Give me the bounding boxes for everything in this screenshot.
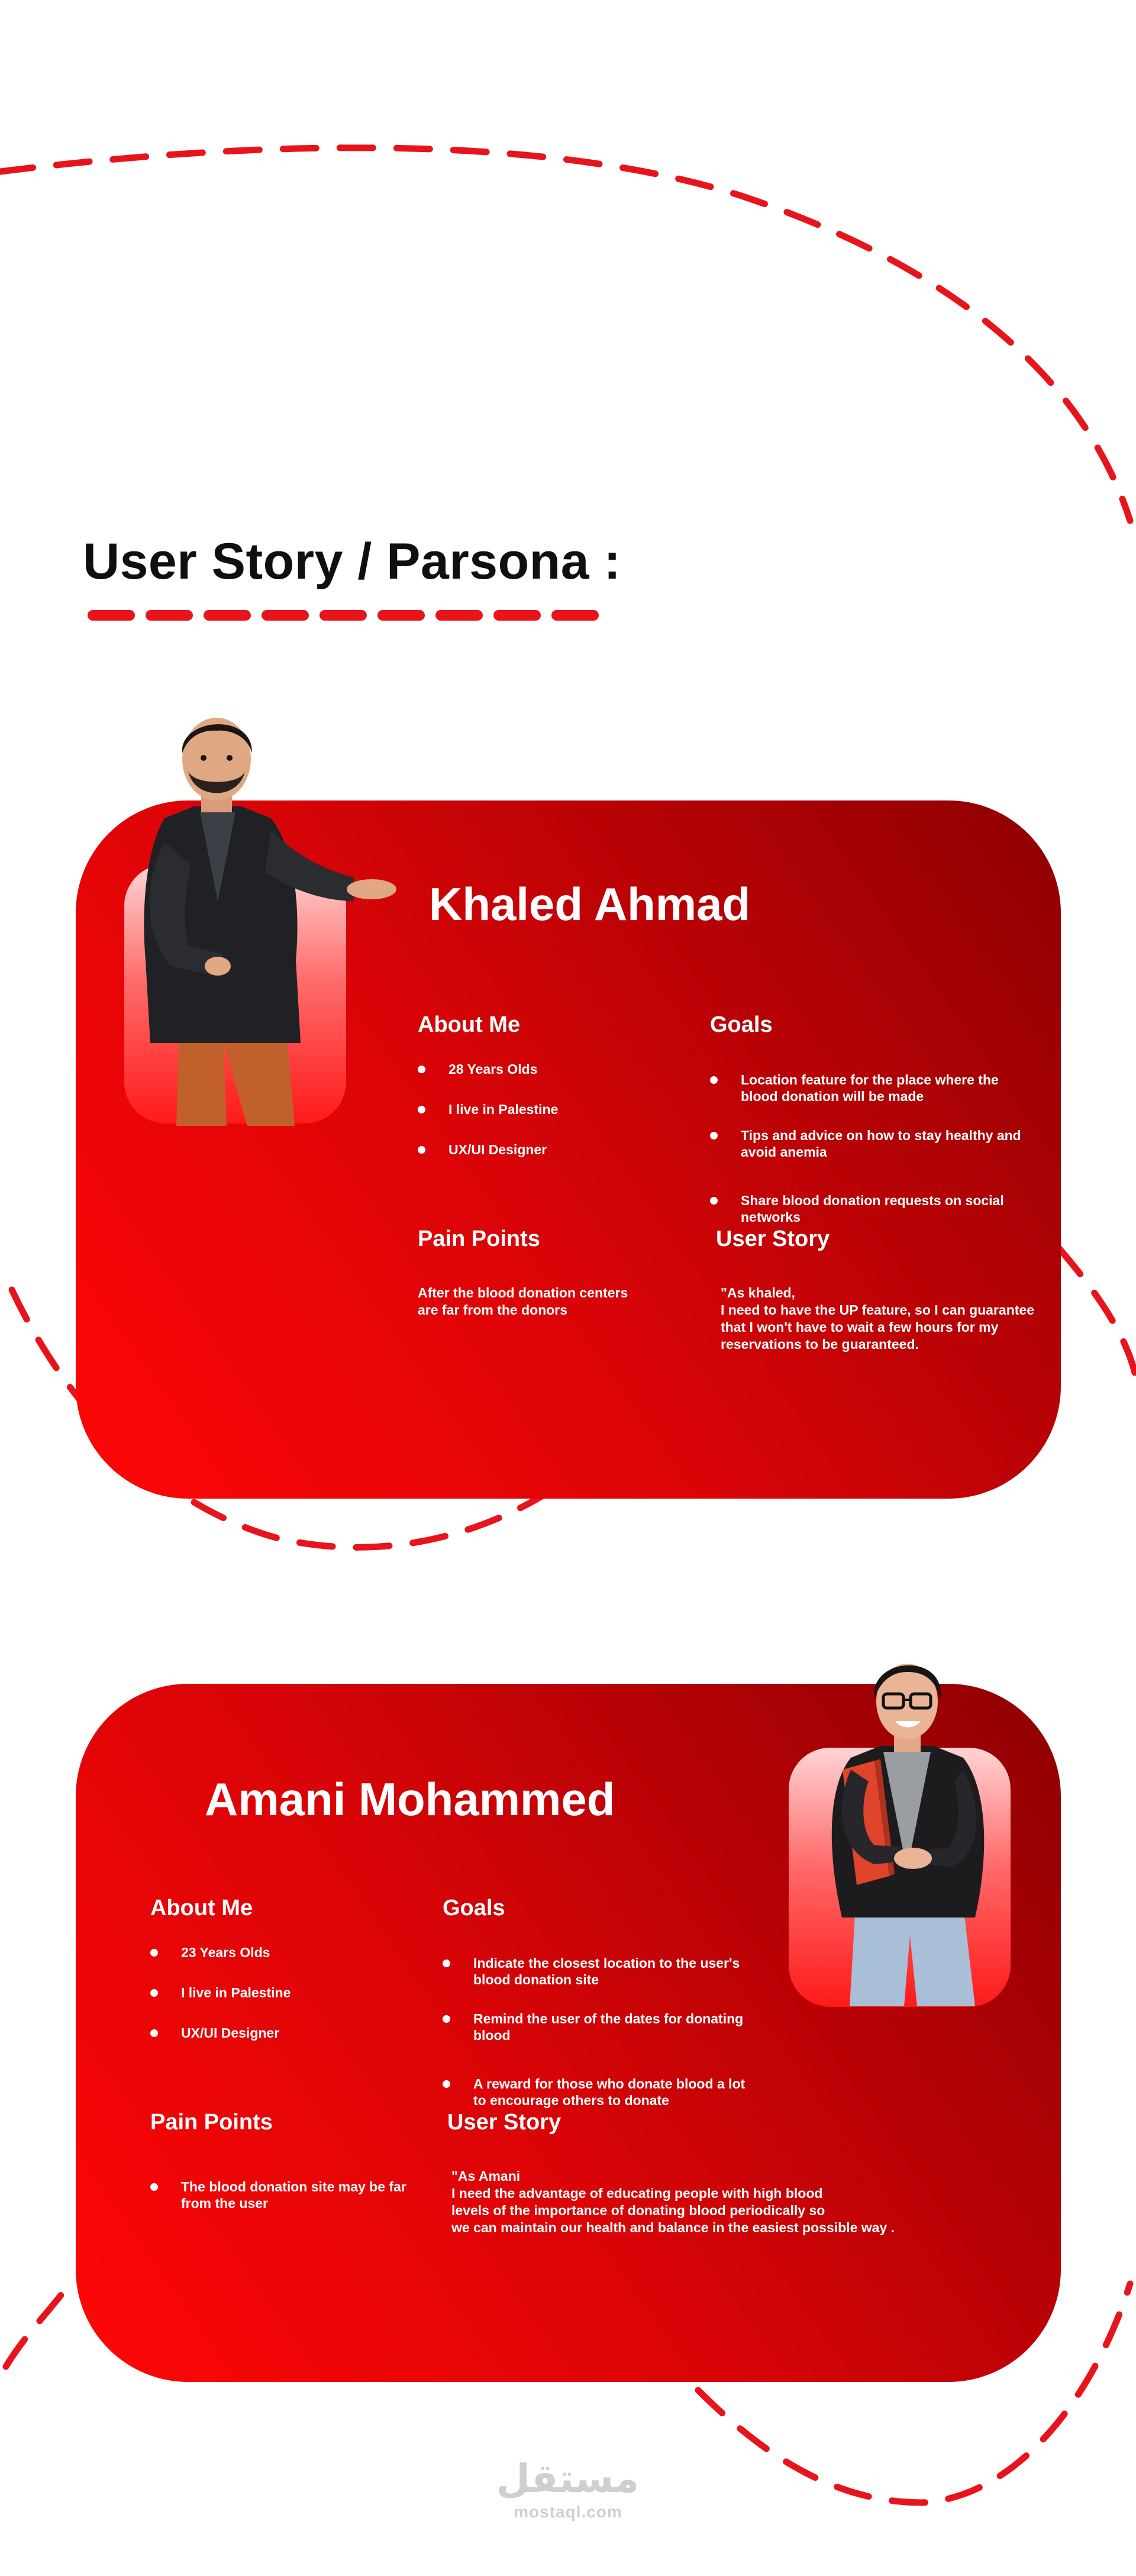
pain-points-list: [150, 2168, 406, 2222]
page-title: User Story / Parsona :: [83, 533, 621, 590]
goals-list: [710, 1061, 1021, 1236]
persona-card-khaled: [76, 800, 1061, 1499]
watermark: [497, 2455, 639, 2522]
goals-title: Goals: [443, 1896, 505, 1920]
goals-list: [443, 1944, 745, 2119]
title-underline: [86, 603, 606, 627]
user-story-text: "As Amani I need the advantage of educating people with high blood levels of the importance of donating blood periodically so we can maintain our health and balance in the easiest possible way .: [451, 2168, 895, 2235]
about-me-title: About Me: [418, 1012, 521, 1037]
watermark-latin: mostaql.com: [514, 2503, 622, 2521]
user-story-title: User Story: [716, 1226, 830, 1251]
list-item: Remind the user of the dates for donating blood: [443, 2010, 745, 2044]
list-item: 28 Years Olds: [418, 1061, 558, 1077]
list-item: The blood donation site may be far from the user: [150, 2178, 406, 2212]
list-item: A reward for those who donate blood a lot to encourage others to donate: [443, 2075, 745, 2109]
list-item: UX/UI Designer: [150, 2025, 291, 2041]
list-item: 23 Years Olds: [150, 1944, 291, 1961]
persona-name: Amani Mohammed: [205, 1773, 615, 1825]
goals-title: Goals: [710, 1012, 773, 1037]
list-item: Tips and advice on how to stay healthy and avoid anemia: [710, 1127, 1021, 1160]
list-item: I live in Palestine: [418, 1101, 558, 1118]
persona-card-amani: [76, 1684, 1061, 2382]
persona-photo-woman: [786, 1657, 1034, 2006]
user-story-text: "As khaled, I need to have the UP feature, so I can guarantee that I won't have to wait a few hours for my reservations to be guaranteed.: [721, 1285, 1035, 1352]
about-me-list: [150, 1944, 291, 2041]
list-item: I live in Palestine: [150, 1984, 291, 2001]
about-me-list: [418, 1061, 558, 1158]
pain-points-text: After the blood donation centers are far from the donors: [418, 1285, 628, 1318]
pain-points-title: Pain Points: [418, 1226, 540, 1251]
list-item: UX/UI Designer: [418, 1141, 558, 1158]
list-item: Share blood donation requests on social networks: [710, 1192, 1021, 1225]
list-item: Location feature for the place where the blood donation will be made: [710, 1071, 1021, 1105]
pain-points-title: Pain Points: [150, 2110, 273, 2135]
watermark-arabic: مستقل: [496, 2456, 639, 2501]
persona-photo-man: [76, 712, 407, 1126]
about-me-title: About Me: [150, 1896, 253, 1920]
list-item: Indicate the closest location to the user's blood donation site: [443, 1955, 745, 1988]
user-story-title: User Story: [447, 2110, 561, 2135]
persona-name: Khaled Ahmad: [429, 878, 751, 930]
